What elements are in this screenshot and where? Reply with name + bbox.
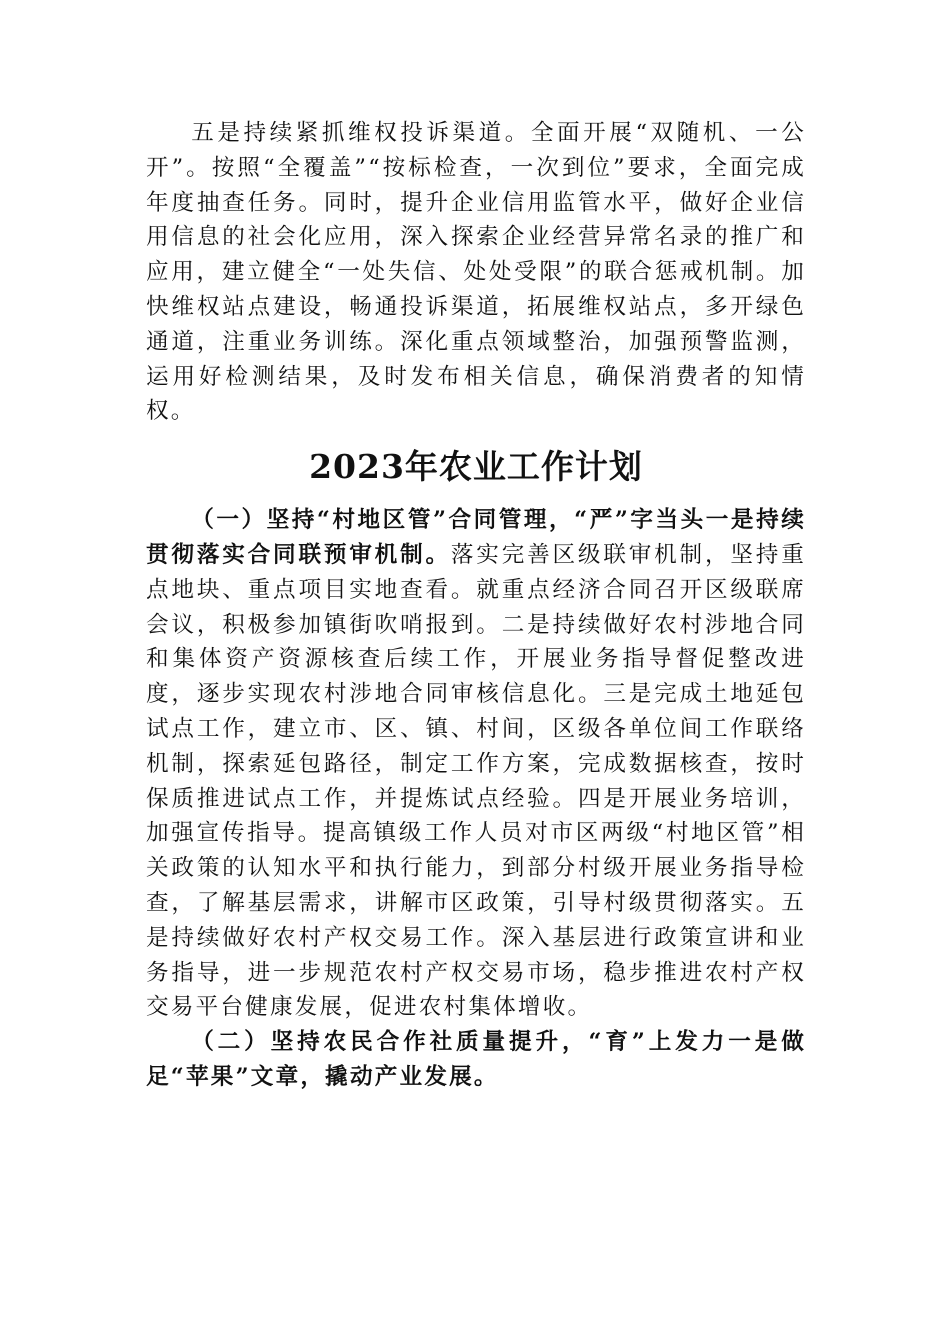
- intro-paragraph: 五是持续紧抓维权投诉渠道。全面开展“双随机、一公开”。按照“全覆盖”“按标检查，一次到位”要求，全面完成年度抽查任务。同时，提升企业信用监管水平，做好企业信用信息的社会化应用，深入探索企业经营异常名录的推广和应用，建立健全“一处失信、处处受限”的联合惩戒机制。加快维权站点建设，畅通投诉渠道，拓展维权站点，多开绿色通道，注重业务训练。深化重点领域整治，加强预警监测，运用好检测结果，及时发布相关信息，确保消费者的知情权。: [146, 120, 806, 425]
- section-2-heading: （二）坚持农民合作社质量提升，“育”上发力一是做足“苹果”文章，撬动产业发展。: [146, 1029, 806, 1090]
- document-title: 2023年农业工作计划: [309, 447, 643, 487]
- section-2-paragraph: [146, 1025, 806, 1095]
- document-page: [146, 116, 806, 1095]
- section-1-paragraph: [146, 503, 806, 1025]
- section-1-heading: （一）坚持“村地区管”合同管理，“严”字当头一是持续贯彻落实合同联预审机制。: [146, 507, 806, 568]
- section-1-body: 落实完善区级联审机制，坚持重点地块、重点项目实地查看。就重点经济合同召开区级联席会议，积极参加镇街吹哨报到。二是持续做好农村涉地合同和集体资产资源核查后续工作，开展业务指导督促整改进度，逐步实现农村涉地合同审核信息化。三是完成土地延包试点工作，建立市、区、镇、村间，区级各单位间工作联络机制，探索延包路径，制定工作方案，完成数据核查，按时保质推进试点工作，并提炼试点经验。四是开展业务培训，加强宣传指导。提高镇级工作人员对市区两级“村地区管”相关政策的认知水平和执行能力，到部分村级开展业务指导检查，了解基层需求，讲解市区政策，引导村级贯彻落实。五是持续做好农村产权交易工作。深入基层进行政策宣讲和业务指导，进一步规范农村产权交易市场，稳步推进农村产权交易平台健康发展，促进农村集体增收。: [146, 541, 806, 1021]
